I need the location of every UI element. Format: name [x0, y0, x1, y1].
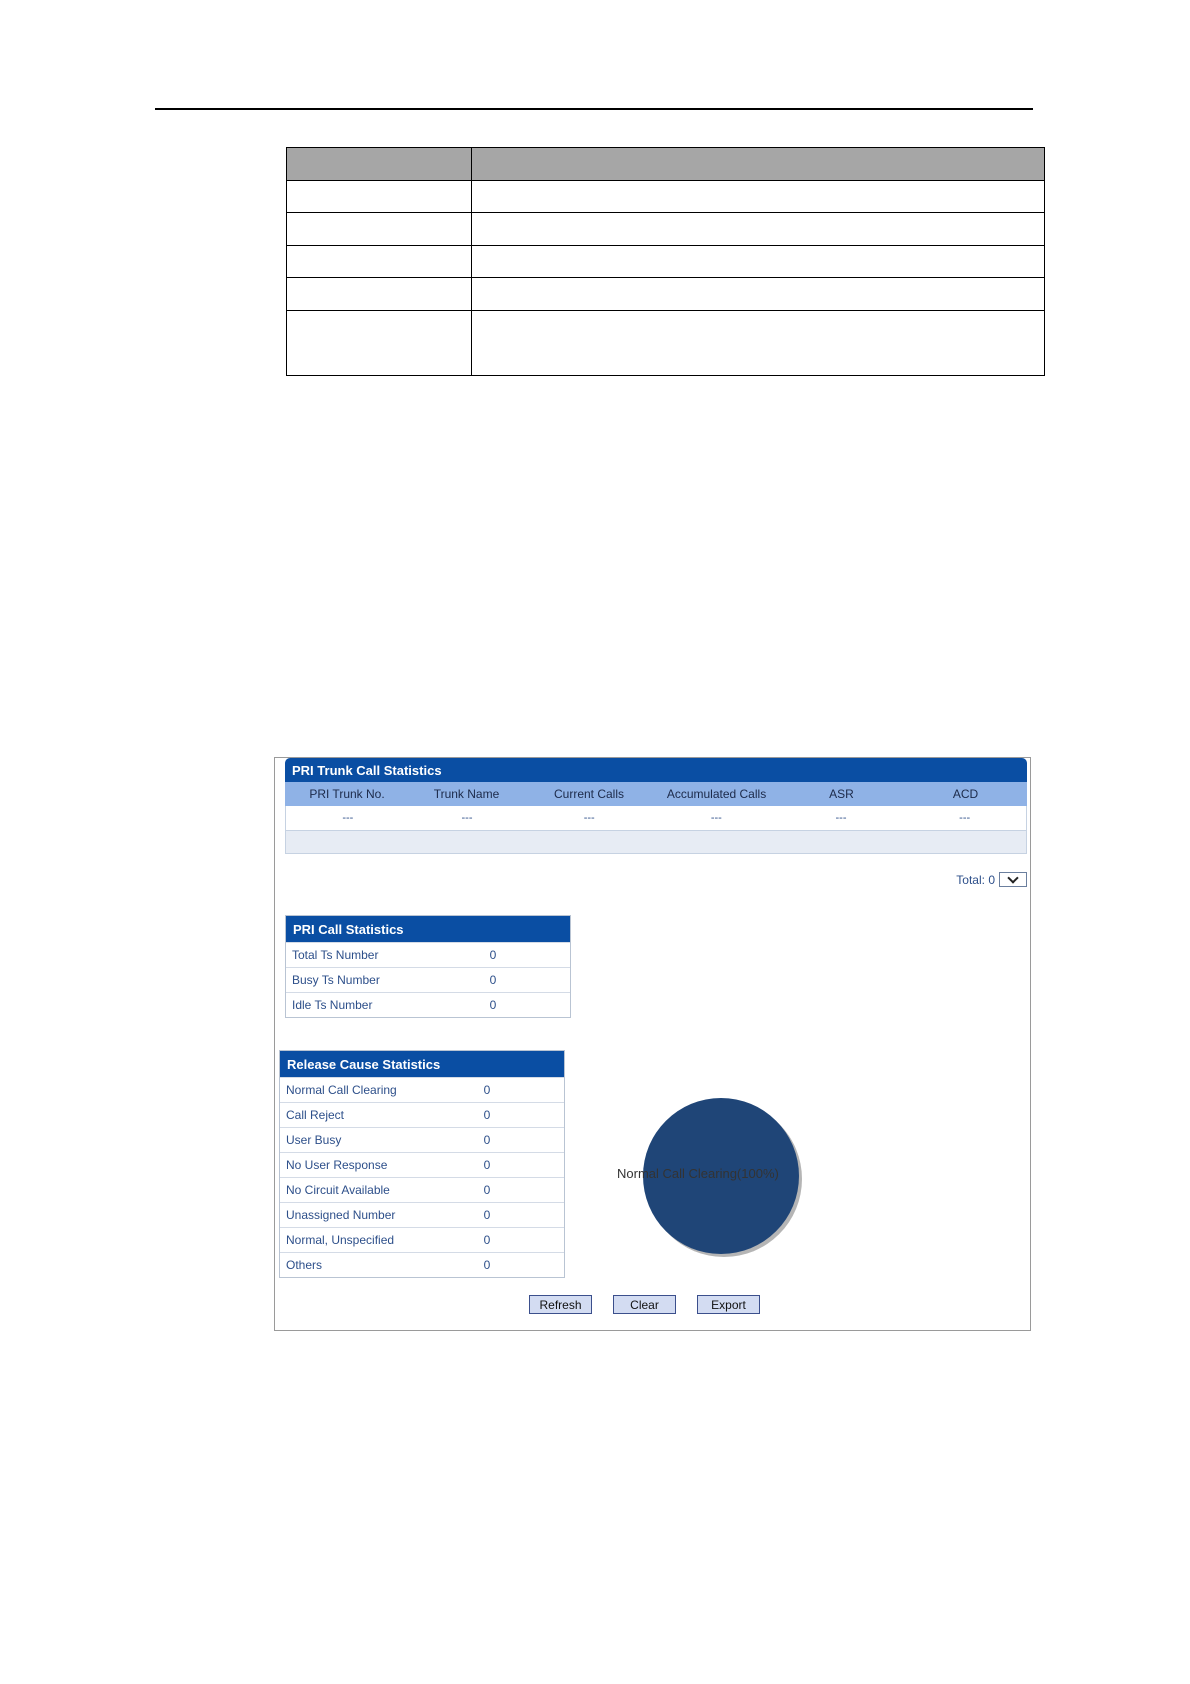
cell-accumulated-calls: --- [710, 812, 722, 824]
pri-call-stats-title: PRI Call Statistics [286, 916, 570, 942]
table-row [280, 1202, 564, 1227]
cell-trunk-name: --- [461, 812, 473, 824]
clear-button[interactable]: Clear [613, 1295, 676, 1314]
stat-label: Call Reject [286, 1108, 345, 1122]
table-row [280, 1177, 564, 1202]
stat-value: 0 [483, 1083, 491, 1097]
table-row [286, 992, 570, 1017]
stat-value: 0 [483, 1133, 491, 1147]
col-accumulated-calls: Accumulated Calls [666, 787, 767, 801]
table-row [280, 1227, 564, 1252]
table-header-row [287, 148, 1045, 181]
stat-label: Normal Call Clearing [286, 1083, 397, 1097]
col-current-calls: Current Calls [553, 787, 625, 801]
stat-value: 0 [483, 1208, 491, 1222]
stat-value: 0 [483, 1183, 491, 1197]
table-row [286, 942, 570, 967]
table-row [286, 967, 570, 992]
stat-value: 0 [483, 1233, 491, 1247]
empty-document-table [286, 147, 1045, 376]
stat-value: 0 [483, 1258, 491, 1272]
chevron-down-icon [1007, 872, 1018, 883]
table-row [280, 1127, 564, 1152]
table-row [285, 806, 1027, 830]
stat-value: 0 [489, 948, 497, 962]
stat-label: Unassigned Number [286, 1208, 396, 1222]
trunk-stats-header [285, 782, 1027, 806]
stat-label: Others [286, 1258, 323, 1272]
cell-acd: --- [959, 812, 971, 824]
total-label: Total: 0 [956, 872, 995, 887]
table-row [287, 310, 1045, 375]
refresh-button[interactable]: Refresh [529, 1295, 592, 1314]
stat-label: Normal, Unspecified [286, 1233, 395, 1247]
stat-label: Total Ts Number [292, 948, 379, 962]
total-pager [956, 872, 1027, 887]
table-row [280, 1077, 564, 1102]
trunk-stats-footer [285, 830, 1027, 854]
trunk-stats-title: PRI Trunk Call Statistics [285, 758, 1027, 782]
release-cause-stats-title: Release Cause Statistics [280, 1051, 564, 1077]
table-row [280, 1252, 564, 1277]
page-header-rule [155, 108, 1033, 110]
stat-label: User Busy [286, 1133, 342, 1147]
table-row [287, 278, 1045, 311]
stat-label: Idle Ts Number [292, 998, 373, 1012]
col-asr: ASR [829, 787, 854, 801]
col-acd: ACD [952, 787, 979, 801]
stat-value: 0 [483, 1158, 491, 1172]
stat-value: 0 [489, 998, 497, 1012]
stat-label: No User Response [286, 1158, 388, 1172]
stat-label: Busy Ts Number [292, 973, 380, 987]
export-button[interactable]: Export [697, 1295, 760, 1314]
stat-value: 0 [489, 973, 497, 987]
table-row [280, 1102, 564, 1127]
stat-value: 0 [483, 1108, 491, 1122]
release-cause-stats-box [279, 1050, 565, 1278]
table-row [287, 180, 1045, 213]
stat-label: No Circuit Available [286, 1183, 390, 1197]
pie-slice-label: Normal Call Clearing(100%) [617, 1166, 779, 1181]
col-trunk-name: Trunk Name [433, 787, 500, 801]
cell-asr: --- [835, 812, 847, 824]
table-row [287, 213, 1045, 246]
pri-call-stats-box [285, 915, 571, 1018]
page-select[interactable] [999, 872, 1027, 887]
col-pri-trunk-no: PRI Trunk No. [309, 787, 385, 801]
cell-current-calls: --- [583, 812, 595, 824]
statistics-panel [274, 757, 1031, 1331]
cell-pri-trunk-no: --- [342, 812, 354, 824]
table-row [287, 245, 1045, 278]
table-row [280, 1152, 564, 1177]
